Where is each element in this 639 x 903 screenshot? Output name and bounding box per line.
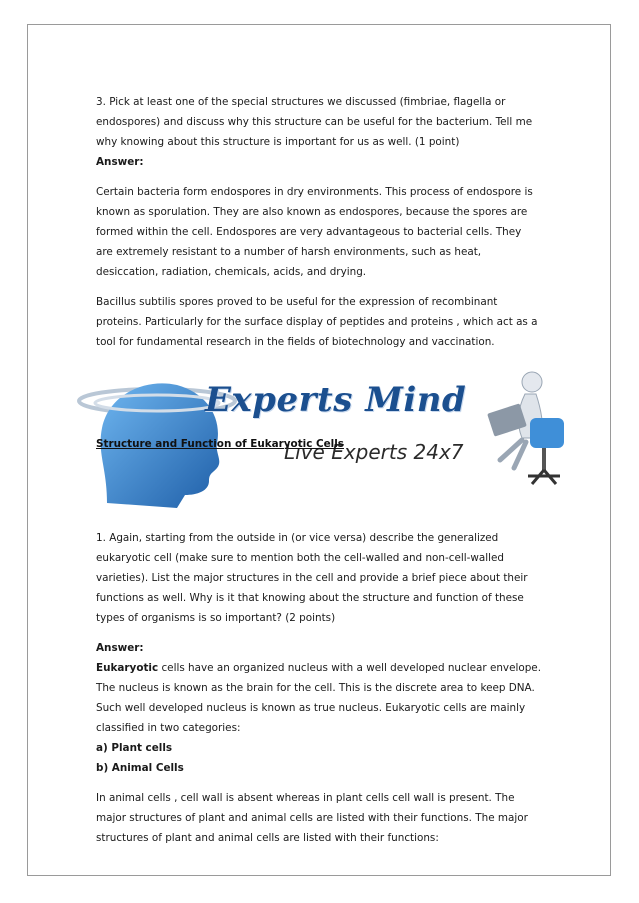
question-3-text: 3. Pick at least one of the special structures we discussed (fimbriae, flagella or endospores) and discuss why this structure can be useful for the bacterium. Tell me why knowing about this structure is important for us as well. (1 point): [96, 96, 533, 148]
answer-label-q1: Answer:: [96, 642, 144, 654]
q3-answer-paragraph-1: Certain bacteria form endospores in dry environments. This process of endospore is known as sporulation. They are also known as endospores, because the spores are formed within the cell. Endospores are very advantageous to bacterial cells. They are extremely resistant to a number of harsh environments, such as heat, desiccation, radiation, chemicals, acids, and drying.: [96, 186, 533, 278]
category-plant-cells: a) Plant cells: [96, 742, 173, 754]
logo-title: Experts Mind: [205, 380, 467, 420]
experts-mind-banner: [0, 368, 639, 516]
question-1-text: 1. Again, starting from the outside in (or vice versa) describe the generalized eukaryotic cell (make sure to mention both the cell-walled and non-cell-walled varieties). List the major structures in the cell and provide a brief piece about their functions as well. Why is it that knowing about the structure and function of these types of organisms is so important? (2 points): [96, 532, 528, 624]
eukaryotic-term: Eukaryotic: [96, 662, 159, 674]
answer-label-q3: Answer:: [96, 156, 144, 168]
document-body: [96, 92, 541, 848]
person-at-laptop-icon: [470, 368, 570, 486]
category-animal-cells: b) Animal Cells: [96, 762, 184, 774]
q3-answer-paragraph-2: Bacillus subtilis spores proved to be useful for the expression of recombinant proteins. Particularly for the surface display of peptides and proteins , which act as a tool for fundamental research in the fields of biotechnology and vaccination.: [96, 296, 538, 348]
q1-answer-paragraph-1-rest: cells have an organized nucleus with a well developed nuclear envelope. The nucleus is known as the brain for the cell. This is the discrete area to keep DNA. Such well developed nucleus is known as true nucleus. Eukaryotic cells are mainly classified in two categories:: [96, 662, 542, 734]
logo-tagline: Live Experts 24x7: [284, 440, 464, 464]
q1-answer-paragraph-2: In animal cells , cell wall is absent whereas in plant cells cell wall is present. The major structures of plant and animal cells are listed with their functions. The major structures of plant and animal cells are listed with their functions:: [96, 792, 528, 844]
section-heading: Structure and Function of Eukaryotic Cells: [96, 438, 344, 450]
q1-answer-paragraph-1: [96, 658, 541, 738]
